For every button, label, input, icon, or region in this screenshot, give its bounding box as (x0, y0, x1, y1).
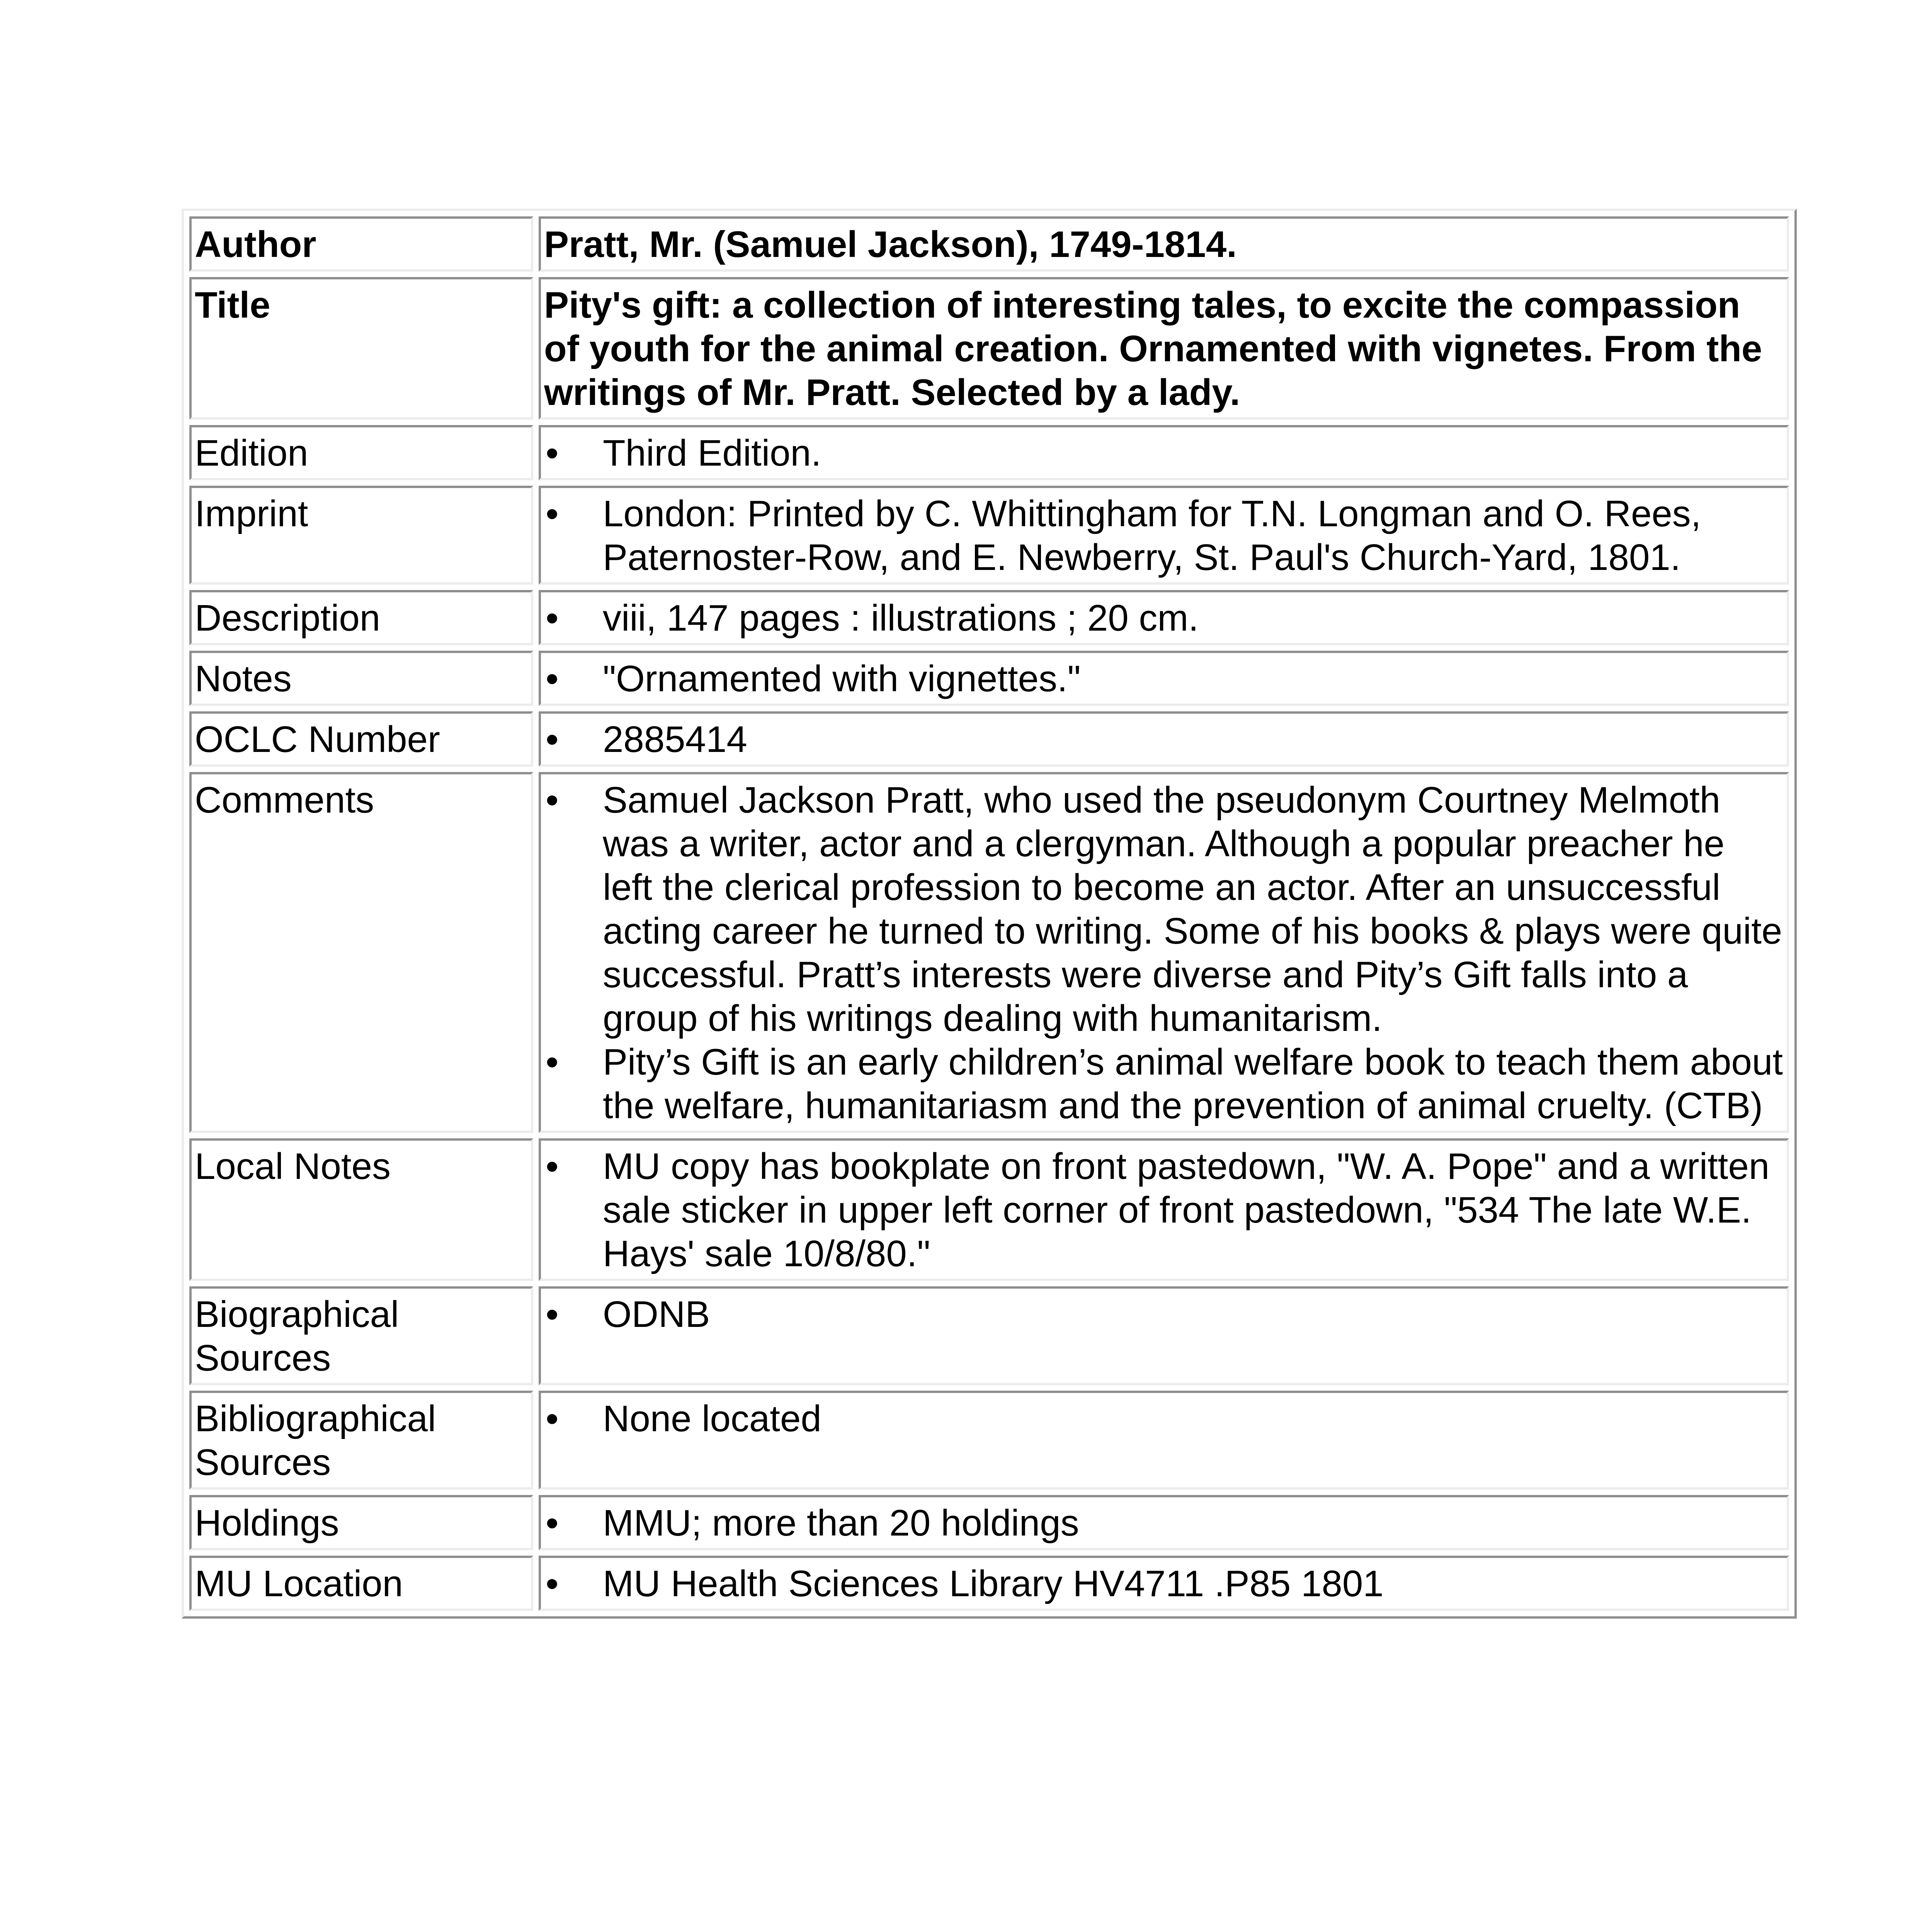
row-values (539, 1495, 1789, 1550)
record-row-title (189, 277, 1789, 420)
list-item (544, 1293, 1784, 1336)
record-row-imprint (189, 486, 1789, 585)
record-row-notes (189, 651, 1789, 706)
row-label: Imprint (189, 486, 533, 585)
list-item (544, 1145, 1784, 1276)
record-row-local-notes (189, 1138, 1789, 1281)
record-row-biographical-sources (189, 1286, 1789, 1385)
record-row-author (189, 216, 1789, 272)
record-row-description (189, 590, 1789, 645)
list-item (544, 657, 1784, 701)
title-value: Pity's gift: a collection of interesting tales, to excite the compassion of youth for the animal creation. Ornamented with vignetes. From the writings of Mr. Pratt. Selected by a lady. (539, 277, 1789, 420)
row-values (539, 1286, 1789, 1385)
list-item (544, 431, 1784, 475)
bullet-icon: • (546, 1398, 559, 1439)
mu-location-text: MU Health Sciences Library HV4711 .P85 1801 (603, 1563, 1384, 1604)
row-label: Title (189, 277, 533, 420)
row-label: OCLC Number (189, 711, 533, 767)
local-notes-text: MU copy has bookplate on front pastedown, "W. A. Pope" and a written sale sticker in upper left corner of front pastedown, "534 The late W.E. Hays' sale 10/8/80." (603, 1146, 1770, 1274)
bullet-icon: • (546, 1502, 559, 1544)
row-values (539, 590, 1789, 645)
list-item (544, 492, 1784, 579)
row-values (539, 651, 1789, 706)
oclc-number-text: 2885414 (603, 719, 747, 760)
row-values (539, 1138, 1789, 1281)
row-values (539, 711, 1789, 767)
list-item (544, 1040, 1784, 1128)
list-item (544, 1397, 1784, 1440)
row-values (539, 772, 1789, 1133)
bullet-icon: • (546, 1041, 559, 1083)
record-row-edition (189, 425, 1789, 480)
catalog-record-table (182, 209, 1797, 1619)
row-label: Bibliographical Sources (189, 1391, 533, 1490)
record-row-comments (189, 772, 1789, 1133)
list-item (544, 1501, 1784, 1545)
record-row-oclc-number (189, 711, 1789, 767)
row-label: Description (189, 590, 533, 645)
bullet-icon: • (546, 1563, 559, 1604)
row-label: Author (189, 216, 533, 272)
row-label: Biographical Sources (189, 1286, 533, 1385)
bullet-icon: • (546, 597, 559, 639)
record-row-holdings (189, 1495, 1789, 1550)
row-label: Comments (189, 772, 533, 1133)
list-item (544, 596, 1784, 640)
comment-text: Pity’s Gift is an early children’s animal welfare book to teach them about the welfare, humanitariasm and the prevention of animal cruelty. (CTB) (603, 1041, 1783, 1126)
bullet-icon: • (546, 1294, 559, 1335)
row-label: Edition (189, 425, 533, 480)
bullet-icon: • (546, 658, 559, 699)
row-values (539, 1556, 1789, 1611)
row-label: Holdings (189, 1495, 533, 1550)
biographical-sources-text: ODNB (603, 1294, 710, 1335)
list-item (544, 1562, 1784, 1605)
list-item (544, 718, 1784, 761)
holdings-text: MMU; more than 20 holdings (603, 1502, 1079, 1544)
imprint-text: London: Printed by C. Whittingham for T.N. Longman and O. Rees, Paternoster-Row, and E. Newberry, St. Paul's Church-Yard, 1801. (603, 493, 1701, 578)
row-values (539, 486, 1789, 585)
row-label: Notes (189, 651, 533, 706)
bibliographical-sources-text: None located (603, 1398, 821, 1439)
edition-text: Third Edition. (603, 432, 821, 474)
author-value: Pratt, Mr. (Samuel Jackson), 1749-1814. (539, 216, 1789, 272)
bullet-icon: • (546, 432, 559, 474)
notes-text: "Ornamented with vignettes." (603, 658, 1081, 699)
comment-text: Samuel Jackson Pratt, who used the pseudonym Courtney Melmoth was a writer, actor and a clergyman. Although a popular preacher he left the clerical profession to become an actor. After an unsuccessful acting career he turned to writing. Some of his books & plays were quite successful. Pratt’s interests were diverse and Pity’s Gift falls into a group of his writings dealing with humanitarism. (603, 779, 1782, 1039)
description-text: viii, 147 pages : illustrations ; 20 cm. (603, 597, 1199, 639)
record-row-mu-location (189, 1556, 1789, 1611)
row-values (539, 425, 1789, 480)
row-label: MU Location (189, 1556, 533, 1611)
row-label: Local Notes (189, 1138, 533, 1281)
bullet-icon: • (546, 1146, 559, 1187)
bullet-icon: • (546, 719, 559, 760)
list-item (544, 778, 1784, 1040)
bullet-icon: • (546, 779, 559, 821)
row-values (539, 1391, 1789, 1490)
record-row-bibliographical-sources (189, 1391, 1789, 1490)
bullet-icon: • (546, 493, 559, 534)
